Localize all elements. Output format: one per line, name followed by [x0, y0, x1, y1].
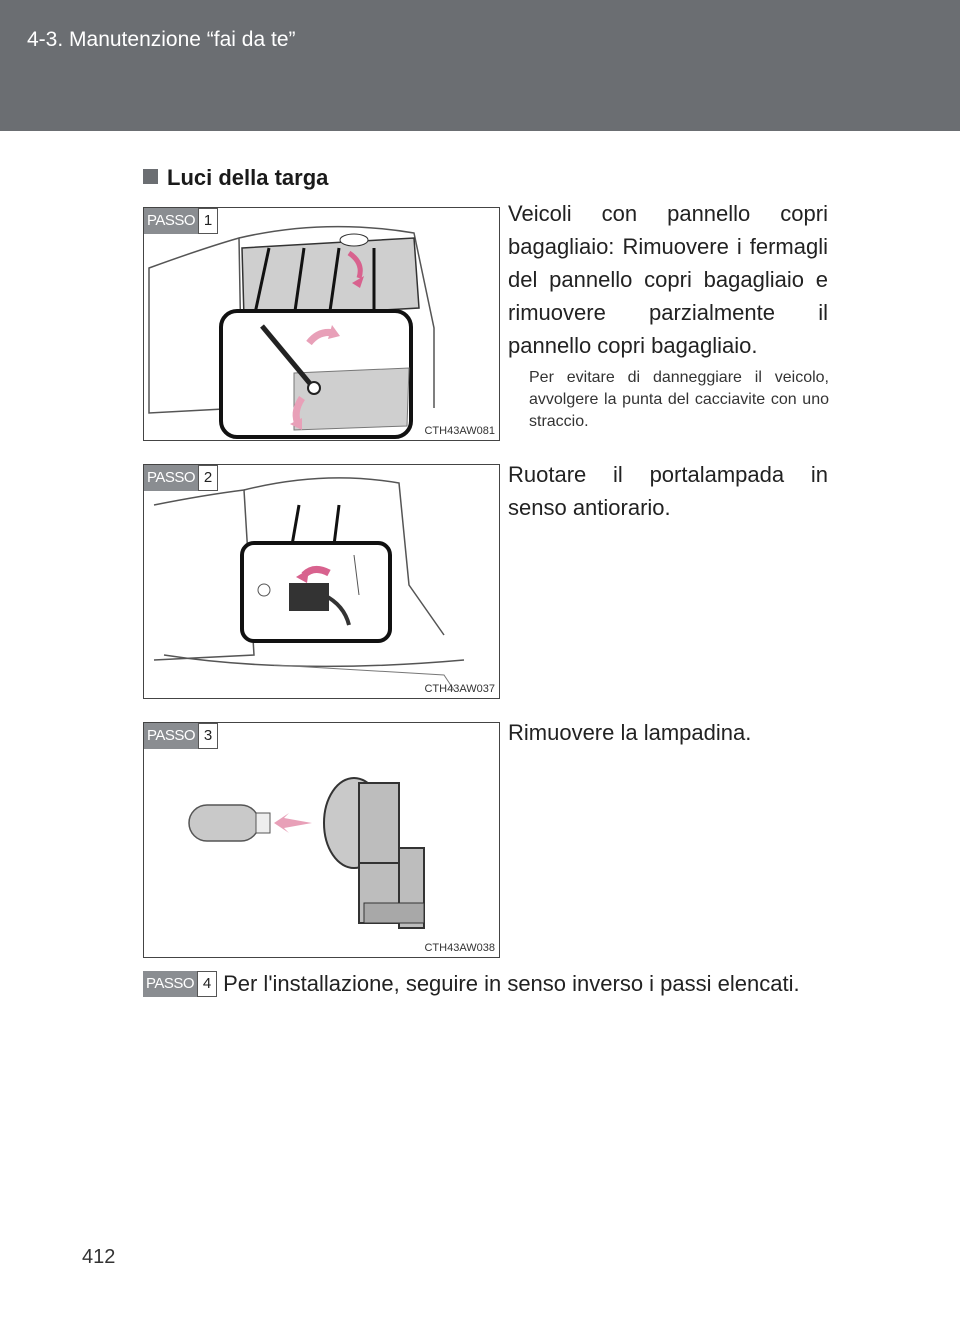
figure-code: CTH43AW037 — [424, 683, 495, 695]
step-badge-2 — [144, 465, 218, 491]
section-title — [143, 165, 328, 191]
step-3-text: Rimuovere la lampadina. — [508, 720, 752, 745]
figure-code: CTH43AW038 — [424, 942, 495, 954]
step-2-text: Ruotare il portalampada in senso antiorario. — [508, 462, 828, 520]
illustration-bulb-holder-rotate — [144, 465, 499, 698]
step-badge-number: 2 — [198, 465, 218, 491]
step-badge-number: 3 — [198, 723, 218, 749]
page-number: 412 — [82, 1246, 116, 1268]
step-badge-label: PASSO — [144, 723, 198, 749]
figure-step-1 — [143, 207, 500, 441]
illustration-bulb-removal — [144, 723, 499, 957]
step-4-text: Per l'installazione, seguire in senso inverso i passi elencati. — [223, 971, 800, 996]
figure-step-3 — [143, 722, 500, 958]
step-badge-number: 4 — [197, 971, 217, 997]
chapter-title: 4-3. Manutenzione “fai da te” — [27, 28, 296, 51]
illustration-trunk-panel — [144, 208, 499, 440]
step-badge-4 — [143, 971, 217, 997]
step-badge-1 — [144, 208, 218, 234]
step-badge-number: 1 — [198, 208, 218, 234]
step-1-note: Per evitare di danneggiare il veicolo, avvolgere la punta del cacciavite con uno straccio. — [529, 369, 829, 430]
page-header — [0, 0, 960, 131]
step-4 — [143, 971, 800, 997]
step-1-text: Veicoli con pannello copri bagagliaio: Rimuovere i fermagli del pannello copri bagagliaio e rimuovere parzialmente il pannello copri bagagliaio. — [508, 201, 828, 358]
step-badge-label: PASSO — [143, 971, 197, 997]
figure-code: CTH43AW081 — [424, 425, 495, 437]
bullet-square-icon — [143, 169, 158, 184]
step-badge-label: PASSO — [144, 465, 198, 491]
section-title-text: Luci della targa — [167, 165, 329, 190]
step-badge-label: PASSO — [144, 208, 198, 234]
step-badge-3 — [144, 723, 218, 749]
figure-step-2 — [143, 464, 500, 699]
